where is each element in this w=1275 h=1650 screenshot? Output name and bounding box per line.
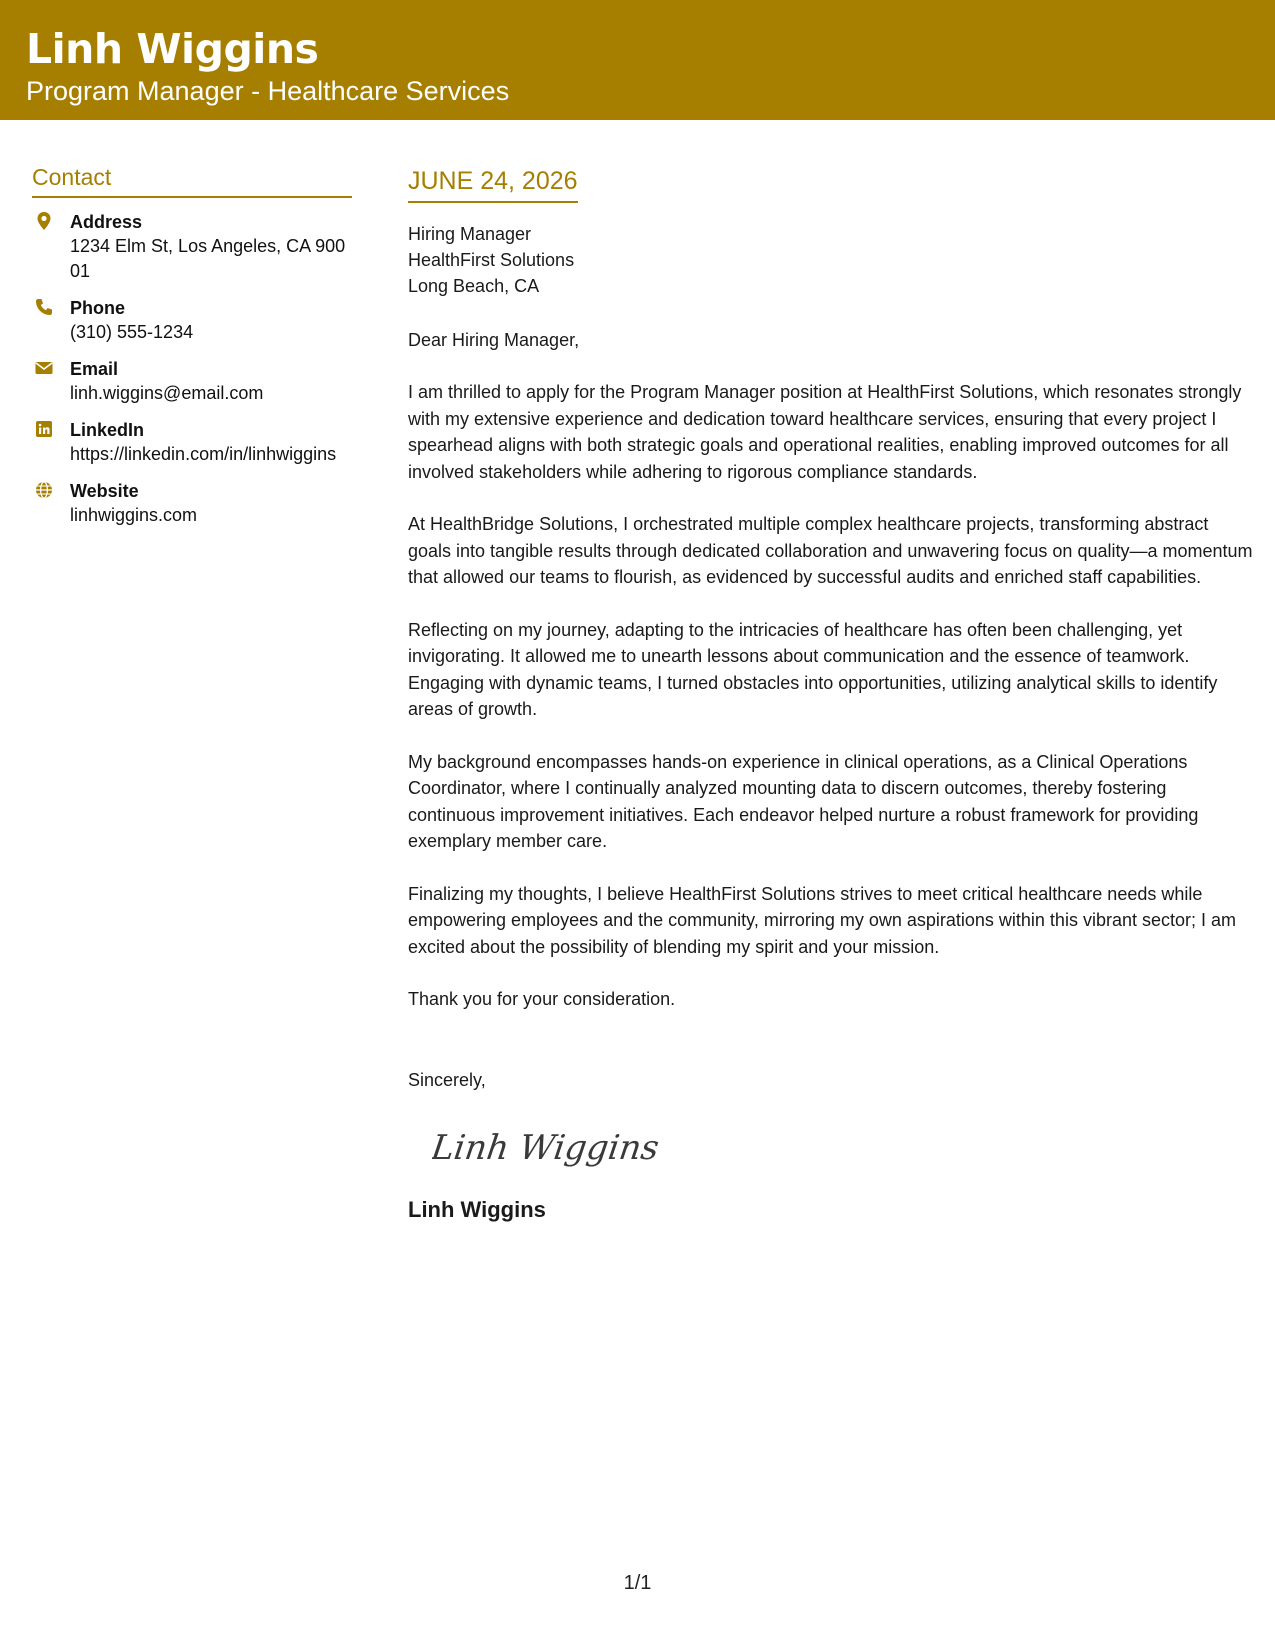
contact-item-linkedin [32, 418, 352, 467]
contact-value-website[interactable]: linhwiggins.com [70, 505, 198, 525]
body-paragraph: My background encompasses hands-on experience in clinical operations, as a Clinical Operations Coordinator, where I continually analyzed mounting data to discern outcomes, thereby fostering continuous improvement initiatives. Each endeavor helped nurture a robust framework for providing exemplary member care. [408, 751, 1199, 851]
body-paragraph: Reflecting on my journey, adapting to the intricacies of healthcare has often been challenging, yet invigorating. It allowed me to unearth lessons about communication and the essence of teamwork. Engaging with dynamic teams, I turned obstacles into opportunities, utilizing analytical skills to identify areas of growth. [408, 619, 1218, 719]
salutation: Dear Hiring Manager, [408, 330, 580, 350]
closing: Sincerely, [408, 1069, 486, 1090]
signed-name: Linh Wiggins [408, 1196, 546, 1222]
email-icon [34, 358, 54, 378]
contact-item-phone [32, 296, 352, 345]
contact-label-linkedin: LinkedIn [70, 420, 145, 440]
contact-section-title: Contact [32, 162, 352, 198]
body-paragraph: I am thrilled to apply for the Program Manager position at HealthFirst Solutions, which resonates strongly with my extensive experience and dedication toward healthcare services, ensuring that every project I spearhead aligns with both strategic goals and operational realities, enabling improved outcomes for all involved stakeholders while adhering to rigorous compliance standards. [408, 382, 1242, 482]
map-pin-icon [34, 211, 54, 231]
applicant-name: Linh Wiggins [26, 25, 319, 73]
contact-value-email[interactable]: linh.wiggins@email.com [70, 383, 264, 403]
contact-label-website: Website [70, 481, 139, 501]
contact-value-phone: (310) 555-1234 [70, 322, 194, 342]
contact-list [32, 210, 352, 528]
contact-item-address [32, 210, 352, 284]
contact-item-email [32, 357, 352, 406]
applicant-title: Program Manager - Healthcare Services [26, 76, 510, 106]
phone-icon [34, 297, 54, 317]
thank-you-line: Thank you for your consideration. [408, 989, 676, 1009]
body-paragraph: Finalizing my thoughts, I believe HealthFirst Solutions strives to meet critical healthcare needs while empowering employees and the community, mirroring my own aspirations within this vibrant sector; I am excited about the possibility of blending my spirit and your mission. [408, 883, 1236, 957]
contact-value-linkedin[interactable]: https://linkedin.com/in/linhwiggins [70, 444, 337, 464]
contact-value-address: 1234 Elm St, Los Angeles, CA 90001 [70, 236, 346, 281]
body-paragraph: At HealthBridge Solutions, I orchestrated multiple complex healthcare projects, transforming abstract goals into tangible results through dedicated collaboration and unwavering focus on quality—a momentum that allowed our teams to flourish, as evidenced by successful audits and enriched staff capabilities. [408, 514, 1253, 587]
page-number: 1/1 [623, 1572, 652, 1594]
contact-label-address: Address [70, 212, 143, 232]
recipient-line: Long Beach, CA [408, 276, 540, 296]
linkedin-icon [34, 419, 54, 439]
recipient-line: HealthFirst Solutions [408, 250, 575, 270]
recipient-line: Hiring Manager [408, 224, 532, 244]
header-banner [0, 0, 1275, 120]
signature-text: Linh Wiggins [432, 1127, 662, 1168]
recipient-block [408, 221, 1253, 299]
handwritten-signature [432, 1117, 672, 1177]
contact-label-email: Email [70, 359, 119, 379]
letter-body [408, 165, 1253, 1225]
letter-date: JUNE 24, 2026 [408, 165, 578, 203]
contact-item-website [32, 479, 352, 528]
contact-sidebar [32, 162, 352, 540]
contact-label-phone: Phone [70, 298, 126, 318]
globe-icon [34, 480, 54, 500]
